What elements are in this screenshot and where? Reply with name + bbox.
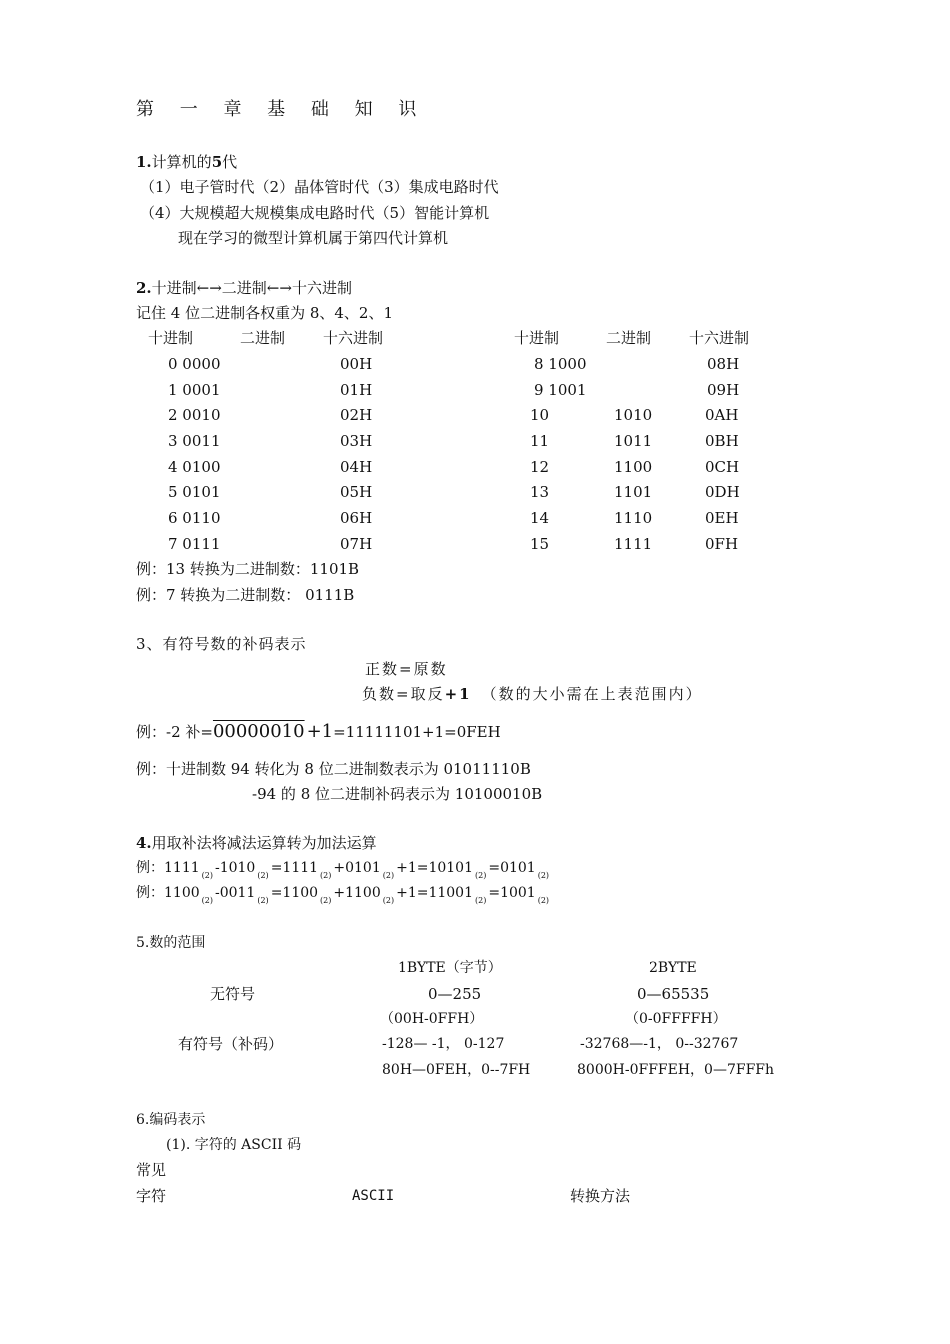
base-subscript: (2) xyxy=(257,871,269,880)
signed-2byte-hex: 8000H-0FFFEH，0—7FFFh xyxy=(577,1062,775,1078)
table-row-hex: 09H xyxy=(707,381,740,399)
col-header-ascii: ASCII xyxy=(352,1188,395,1204)
range-col-1byte: 1BYTE（字节） xyxy=(398,960,502,976)
base-subscript: (2) xyxy=(537,871,550,880)
table-row-decbin: 2 0010 xyxy=(168,406,221,424)
generation-line-3: 现在学习的微型计算机属于第四代计算机 xyxy=(178,229,449,247)
table-row-bin: 1101 xyxy=(614,483,653,501)
section-2-number: 2. xyxy=(136,279,152,297)
table-row-hex: 02H xyxy=(340,406,373,424)
positive-rule: 正数=原数 xyxy=(365,660,448,678)
section-1-number: 1. xyxy=(136,153,152,171)
unsigned-1byte-hex: （00H-0FFH） xyxy=(380,1011,484,1027)
operand: +1=10101 xyxy=(396,860,473,876)
col-header-char: 字符 xyxy=(136,1187,167,1205)
base-subscript: (2) xyxy=(382,896,395,905)
table-row-dec: 15 xyxy=(530,535,550,553)
section-2-heading xyxy=(136,278,352,298)
table-row-hex: 00H xyxy=(340,355,373,373)
section-1-tail: 代 xyxy=(222,153,238,171)
operand: =1111 xyxy=(270,860,319,876)
base-subscript: (2) xyxy=(537,896,550,905)
complement-example-prefix: 例：-2 补= xyxy=(136,723,213,741)
subtraction-example-2 xyxy=(136,883,551,911)
table-row-decbin: 3 0011 xyxy=(168,432,221,450)
section-3-heading: 3、有符号数的补码表示 xyxy=(136,635,307,653)
table-row-hex: 0EH xyxy=(705,509,739,527)
table-row-hex: 06H xyxy=(340,509,373,527)
base-subscript: (2) xyxy=(475,871,487,880)
table-row-bin: 1111 xyxy=(614,535,653,553)
table-row-hex: 0DH xyxy=(705,483,740,501)
negative-rule-text: 负数=取反 xyxy=(362,685,445,703)
left-header-decimal: 十进制 xyxy=(148,329,194,347)
base-subscript: (2) xyxy=(257,896,269,905)
operand: =0101 xyxy=(488,860,536,876)
base-subscript: (2) xyxy=(382,871,395,880)
operand: -0011 xyxy=(214,885,256,901)
complement-example xyxy=(136,722,501,742)
page-title: 第 一 章 基 础 知 识 xyxy=(136,99,427,120)
complement-plus-one: +1 xyxy=(306,721,334,742)
col-header-method: 转换方法 xyxy=(570,1187,631,1205)
table-row-hex: 0FH xyxy=(705,535,739,553)
section-4-heading xyxy=(136,833,377,853)
generation-line-2: （4）大规模超大规模集成电路时代（5）智能计算机 xyxy=(140,204,490,222)
table-row-dec: 11 xyxy=(530,432,550,450)
negative-rule-plus: +1 xyxy=(444,685,472,703)
signed-1byte-hex: 80H—0FEH，0--7FH xyxy=(382,1062,531,1078)
table-row-hex: 0AH xyxy=(705,406,739,424)
range-col-2byte: 2BYTE xyxy=(649,960,697,976)
table-row-bin: 1110 xyxy=(614,509,653,527)
table-row-decbin: 7 0111 xyxy=(168,535,221,553)
table-row-hex: 03H xyxy=(340,432,373,450)
table-row-hex: 01H xyxy=(340,381,373,399)
table-row-dec: 13 xyxy=(530,483,550,501)
right-header-decimal: 十进制 xyxy=(514,329,560,347)
base-subscript: (2) xyxy=(201,871,213,880)
operand: 例：1100 xyxy=(136,885,200,901)
section-6-heading: 6.编码表示 xyxy=(136,1112,206,1128)
section-2-title: 十进制←→二进制←→十六进制 xyxy=(151,279,352,297)
negative-rule-note: （数的大小需在上表范围内） xyxy=(481,685,703,703)
generation-line-1: （1）电子管时代（2）晶体管时代（3）集成电路时代 xyxy=(140,178,499,196)
table-row-dec: 14 xyxy=(530,509,550,527)
operand: -1010 xyxy=(214,860,256,876)
common-label: 常见 xyxy=(136,1161,167,1179)
table-row-dec: 9 1001 xyxy=(534,381,587,399)
table-row-hex: 0CH xyxy=(705,458,740,476)
base-subscript: (2) xyxy=(475,896,487,905)
table-row-bin: 1010 xyxy=(614,406,653,424)
section-1-count: 5 xyxy=(211,153,223,171)
unsigned-label: 无符号 xyxy=(210,985,256,1003)
table-row-decbin: 5 0101 xyxy=(168,483,221,501)
table-row-dec: 12 xyxy=(530,458,550,476)
operand: +0101 xyxy=(333,860,381,876)
conversion-example-1: 例：13 转换为二进制数：1101B xyxy=(136,560,360,578)
section-1-heading xyxy=(136,152,237,172)
table-row-hex: 04H xyxy=(340,458,373,476)
right-header-hex: 十六进制 xyxy=(689,329,750,347)
operand: +1100 xyxy=(333,885,381,901)
section-1-title: 计算机的 xyxy=(151,153,212,171)
table-row-dec: 10 xyxy=(530,406,550,424)
signed-2byte-range: -32768—-1， 0--32767 xyxy=(580,1036,739,1052)
operand: =1001 xyxy=(488,885,536,901)
table-row-bin: 1100 xyxy=(614,458,653,476)
unsigned-2byte-range: 0—65535 xyxy=(637,985,710,1003)
table-row-dec: 8 1000 xyxy=(534,355,587,373)
conversion-example-2: 例：7 转换为二进制数： 0111B xyxy=(136,586,355,604)
base-subscript: (2) xyxy=(320,871,332,880)
complement-overlined-value: 00000010 xyxy=(212,721,305,742)
section-4-number: 4. xyxy=(136,834,152,852)
operand: =1100 xyxy=(270,885,319,901)
decimal-94-example: 例：十进制数 94 转化为 8 位二进制数表示为 01011110B xyxy=(136,760,531,778)
negative-rule xyxy=(362,684,703,704)
table-row-decbin: 4 0100 xyxy=(168,458,221,476)
base-subscript: (2) xyxy=(201,896,213,905)
operand: +1=11001 xyxy=(396,885,473,901)
base-subscript: (2) xyxy=(320,896,332,905)
operand: 例：1111 xyxy=(136,860,200,876)
left-header-binary: 二进制 xyxy=(240,329,286,347)
table-row-decbin: 6 0110 xyxy=(168,509,221,527)
weight-note: 记住 4 位二进制各权重为 8、4、2、1 xyxy=(136,304,394,322)
section-4-title: 用取补法将减法运算转为加法运算 xyxy=(151,834,377,852)
section-5-heading: 5.数的范围 xyxy=(136,935,206,951)
table-row-hex: 05H xyxy=(340,483,373,501)
table-row-hex: 07H xyxy=(340,535,373,553)
unsigned-1byte-range: 0—255 xyxy=(428,985,482,1003)
table-row-decbin: 1 0001 xyxy=(168,381,221,399)
unsigned-2byte-hex: （0-0FFFFH） xyxy=(625,1011,727,1027)
table-row-hex: 08H xyxy=(707,355,740,373)
negative-94-example: -94 的 8 位二进制补码表示为 10100010B xyxy=(252,785,543,803)
subtraction-example-1 xyxy=(136,858,551,886)
table-row-decbin: 0 0000 xyxy=(168,355,221,373)
signed-label: 有符号（补码） xyxy=(178,1035,284,1053)
right-header-binary: 二进制 xyxy=(606,329,652,347)
complement-result: =11111101+1=0FEH xyxy=(333,723,501,741)
ascii-subheading: (1). 字符的 ASCII 码 xyxy=(166,1137,302,1153)
left-header-hex: 十六进制 xyxy=(323,329,384,347)
table-row-bin: 1011 xyxy=(614,432,653,450)
table-row-hex: 0BH xyxy=(705,432,739,450)
signed-1byte-range: -128— -1， 0-127 xyxy=(382,1036,505,1052)
